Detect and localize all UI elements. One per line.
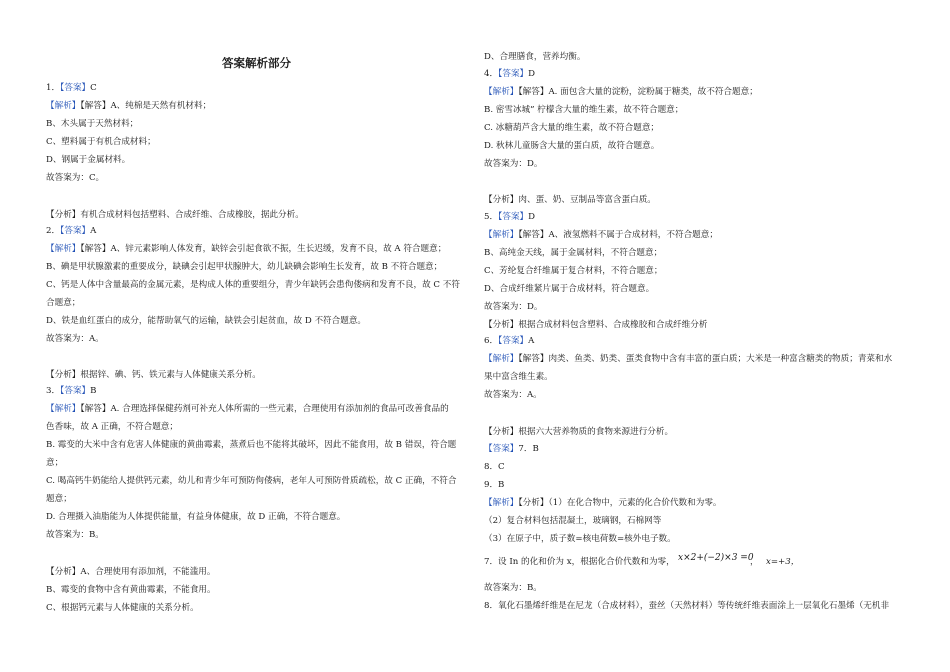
text-line: D、合成纤维紧片属于合成材料，符合题意。 <box>484 284 655 294</box>
analysis-tag: 【解析】 <box>46 101 81 111</box>
analysis-line <box>484 354 892 365</box>
text-line: B、木头属于天然材料； <box>46 119 139 129</box>
answer-line-q5 <box>484 212 535 223</box>
text-line: 果中富含维生素。 <box>484 372 553 382</box>
solution-line-q7 <box>484 557 675 568</box>
summary-line: 【分析】有机合成材料包括塑料、合成纤维、合成橡胶，据此分析。 <box>46 210 304 220</box>
analysis-tag: 【解析】 <box>46 404 81 414</box>
text-line: C、芳纶复合纤维属于复合材料，不符合题意； <box>484 266 663 276</box>
answer-value: A <box>90 226 97 236</box>
analysis-text: 【解答】A. 面包含大量的淀粉，淀粉属于糖类，故不符合题意； <box>518 87 758 97</box>
answer-value: C <box>90 83 97 93</box>
page-title: 答案解析部分 <box>222 56 291 70</box>
question-number: 1． <box>46 83 61 93</box>
text-line: C、塑料属于有机合成材料； <box>46 137 156 147</box>
summary-line: 【分析】根据锌、碘、钙、铁元素与人体健康关系分析。 <box>46 370 261 380</box>
text-line: D、钢属于金属材料。 <box>46 155 131 165</box>
answer-line-q8: 8．C <box>484 462 505 472</box>
answer-value: A <box>528 336 535 346</box>
analysis-line <box>484 498 722 509</box>
text-line: C. 喝高钙牛奶能给人提供钙元素，幼儿和青少年可预防佝偻病，老年人可预防骨质疏松，故 C 正确，不符合 <box>46 476 457 486</box>
summary-line: 【分析】根据合成材料包含塑料、合成橡胶和合成纤维分析 <box>484 320 708 330</box>
result-line: 故答案为：C。 <box>46 173 105 183</box>
question-number: 4． <box>484 69 499 79</box>
result-line: 故答案为：B。 <box>484 583 542 593</box>
answer-line-q7 <box>484 444 539 455</box>
analysis-line <box>484 230 718 241</box>
answer-tag: 【答案】 <box>60 386 91 396</box>
text-line: B、碘是甲状腺激素的重要成分，缺碘会引起甲状腺肿大，幼儿缺碘会影响生长发育，故 B 不符合题意； <box>46 262 443 272</box>
answer-value: D <box>528 69 536 79</box>
summary-line: B、霉变的食物中含有黄曲霉素，不能食用。 <box>46 585 216 595</box>
equation: x×2+(−2)×3 =0 <box>678 553 754 563</box>
equation-comma: ， <box>750 557 759 567</box>
analysis-text: 【解答】A、锌元素影响人体发育，缺锌会引起食欲不振，生长迟缓，发育不良，故 A 符合题意； <box>80 244 447 254</box>
answer-line-q9: 9．B <box>484 480 505 490</box>
analysis-text: 【解答】肉类、鱼类、奶类、蛋类食物中含有丰富的蛋白质；大米是一种富含糖类的物质；青菜和水 <box>518 354 893 364</box>
summary-line: 【分析】肉、蛋、奶、豆制品等富含蛋白质。 <box>484 195 656 205</box>
answer-tag: 【答案】 <box>484 444 519 454</box>
text-line: B. 霉变的大米中含有危害人体健康的黄曲霉素，蒸煮后也不能将其破坏，因此不能食用，故 B 错误，符合题 <box>46 440 457 450</box>
analysis-line <box>46 101 211 112</box>
text-line: （3）在原子中，质子数=核电荷数=核外电子数。 <box>484 534 676 544</box>
analysis-text: 【解答】A、液氢燃料不属于合成材料，不符合题意； <box>518 230 718 240</box>
result-line: 故答案为：D。 <box>484 302 543 312</box>
analysis-text: 【解答】A、纯棉是天然有机材料； <box>80 101 212 111</box>
text-line: 题意； <box>46 494 72 504</box>
question-number: 3． <box>46 386 61 396</box>
text-line: （2）复合材料包括混凝土，玻璃钢，石棉网等 <box>484 516 662 526</box>
result-line: 故答案为：A。 <box>46 334 104 344</box>
solution-line-q8: 8．氧化石墨烯纤维是在尼龙（合成材料），蚕丝（天然材料）等传统纤维表面涂上一层氧化石墨烯（无机非 <box>484 601 890 611</box>
answer-tag: 【答案】 <box>498 212 529 222</box>
answer-value: D <box>528 212 536 222</box>
text-line: C. 冰糖葫芦含大量的维生素，故不符合题意； <box>484 123 660 133</box>
analysis-line <box>46 244 446 255</box>
answer-tag: 【答案】 <box>60 83 91 93</box>
analysis-tag: 【解析】 <box>46 244 81 254</box>
result-line: 故答案为：A。 <box>484 390 542 400</box>
analysis-tag: 【解析】 <box>484 354 519 364</box>
answer-line-q2 <box>46 226 96 237</box>
text-line: 合题意； <box>46 298 81 308</box>
text-line: B. 密雪冰城” 柠檬含大量的维生素，故不符合题意； <box>484 105 684 115</box>
answer-tag: 【答案】 <box>498 336 529 346</box>
analysis-text: 【解答】A. 合理选择保健药剂可补充人体所需的一些元素，合理使用有添加剂的食品可改善食品的 <box>80 404 449 414</box>
question-number: 2． <box>46 226 61 236</box>
answer-line-q6 <box>484 336 534 347</box>
analysis-line <box>484 87 758 98</box>
question-number: 5． <box>484 212 499 222</box>
analysis-tag: 【解析】 <box>484 230 519 240</box>
text-line: D. 秋林儿童肠含大量的蛋白质，故符合题意。 <box>484 141 660 151</box>
question-number: 6． <box>484 336 499 346</box>
result-line: 故答案为：D。 <box>484 159 543 169</box>
text-line: D、合理膳食，营养均衡。 <box>484 52 586 62</box>
solution-text: 7．设 In 的化和价为 x，根据化合价代数和为零， <box>484 557 675 567</box>
text-line: D、铁是血红蛋白的成分，能帮助氧气的运输，缺铁会引起贫血，故 D 不符合题意。 <box>46 316 367 326</box>
answer-line-q3 <box>46 386 96 397</box>
text-line: C、钙是人体中含量最高的金属元素，是构成人体的重要组分，青少年缺钙会患佝偻病和发育不良，故 C 不符 <box>46 280 460 290</box>
text-line: D. 合理摄入油脂能为人体提供能量，有益身体健康，故 D 正确，不符合题意。 <box>46 512 346 522</box>
analysis-tag: 【解析】 <box>484 87 519 97</box>
equation-result: x=+3， <box>766 557 800 567</box>
summary-line: C、根据钙元素与人体健康的关系分析。 <box>46 603 199 613</box>
answer-line-q4 <box>484 69 535 80</box>
summary-line: 【分析】A、合理使用有添加剂，不能滥用。 <box>46 567 216 577</box>
answer-line-q1 <box>46 83 97 94</box>
answer-value: 7．B <box>518 444 539 454</box>
answer-value: B <box>90 386 97 396</box>
analysis-text: 【分析】（1）在化合物中，元素的化合价代数和为零。 <box>518 498 722 508</box>
analysis-line <box>46 404 449 415</box>
text-line: 意； <box>46 458 64 468</box>
answer-tag: 【答案】 <box>60 226 91 236</box>
analysis-tag: 【解析】 <box>484 498 519 508</box>
text-line: 色香味，故 A 正确，不符合题意； <box>46 422 178 432</box>
text-line: B、高纯金天线，属于金属材料，不符合题意； <box>484 248 663 258</box>
summary-line: 【分析】根据六大营养物质的食物来源进行分析。 <box>484 427 674 437</box>
result-line: 故答案为：B。 <box>46 530 104 540</box>
answer-tag: 【答案】 <box>498 69 529 79</box>
